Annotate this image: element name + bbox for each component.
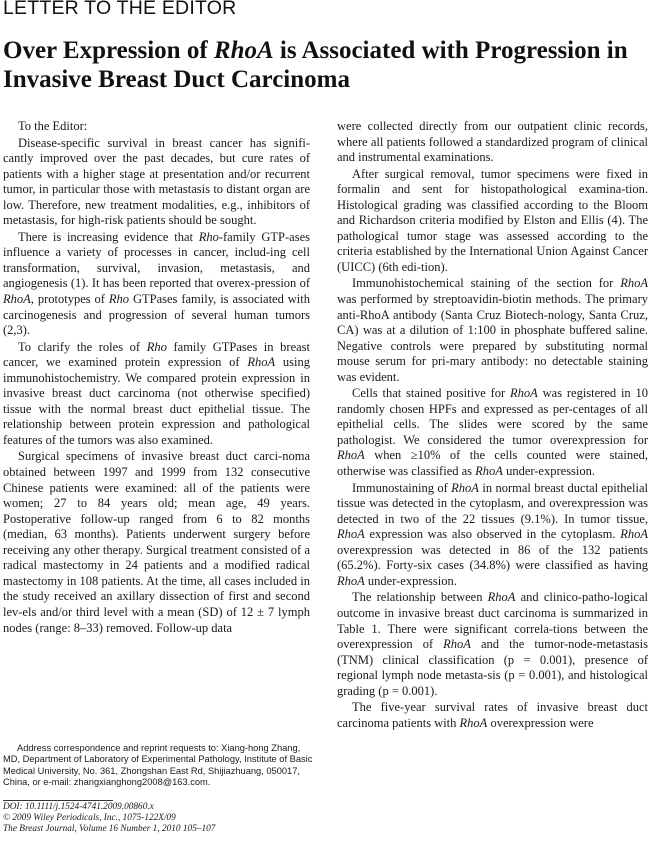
- paragraph: Immunostaining of RhoA in normal breast ductal epithelial tissue was detected in the cytoplasm, and overexpression was detected in two of the 22 tissues (9.1%). In tumor tissue, RhoA expression was also observed in the cytoplasm. RhoA overexpression was detected in 86 of the 132 patients (65.2%). Forty-six cases (34.8%) were classified as having RhoA under-expression.: [337, 480, 648, 588]
- paragraph-continuation: were collected directly from our outpatient clinic records, where all patients followed a standardized program of clinical and instrumental examinations.: [337, 119, 648, 165]
- article-title: Over Expression of RhoA is Associated with Progression in Invasive Breast Duct Carcinoma: [3, 37, 628, 93]
- paragraph: Immunohistochemical staining of the section for RhoA was performed by streptoavidin-biotin methods. The primary anti-RhoA antibody (Santa Cruz Biotech-nology, Santa Cruz, CA) was at a dilution of 1:100 in phosphate buffered saline. Negative controls were prepared by substituting normal mouse serum for pri-mary antibody: no detectable staining was evident.: [337, 276, 648, 384]
- salutation: To the Editor:: [18, 119, 88, 133]
- paragraph: To clarify the roles of Rho family GTPases in breast cancer, we examined protein expression of RhoA using immunohistochemistry. We compared protein expression in invasive breast duct carcinoma (not otherwise specified) tissue with the normal breast duct epithelial tissue. The relationship between protein expression and pathological features of the tumors was also examined.: [3, 339, 310, 447]
- doi: DOI: 10.1111/j.1524-4741.2009.00860.x: [3, 802, 154, 812]
- paragraph: Surgical specimens of invasive breast duct carci-noma obtained between 1997 and 1999 from 132 consecutive Chinese patients were examined: all of the patients were women; 27 to 84 years old; mean age, 49 years. Postoperative follow-up ranged from 6 to 82 months (median, 63 months). Patients underwent surgery before receiving any other therapy. Surgical treatment consisted of a radical mastectomy in 24 patients and a modified radical mastectomy in 108 patients. At the time, all cases included in the study received an axillary dissection of first and second lev-els and/or third level with a mean (SD) of 12 ± 7 lymph nodes (range: 8–33) removed. Follow-up data: [3, 449, 310, 635]
- paragraph: Disease-specific survival in breast cancer has signifi-cantly improved over the past decades, but cure rates of patients with a higher stage at presentation and/or recurrent tumor, in particular those with metastasis to distant organ are low. Therefore, new treatment modalities, e.g., inhibitors of metastasis, for high-risk patients should be sought.: [3, 135, 310, 228]
- paragraph: The relationship between RhoA and clinico-patho-logical outcome in invasive breast duct carcinoma is summarized in Table 1. There were significant correla-tions between the overexpression of RhoA and the tumor-node-metastasis (TNM) clinical classification (p = 0.001), presence of regional lymph node metasta-sis (p = 0.001), and histological grading (p = 0.001).: [337, 590, 648, 698]
- paragraph: After surgical removal, tumor specimens were fixed in formalin and sent for histopathological examina-tion. Histological grading was classified according to the Bloom and Richardson criteria modified by Elston and Ellis (4). The pathological tumor stage was assessed according to the criteria established by the International Union Against Cancer (UICC) (6th edi-tion).: [337, 166, 648, 274]
- right-column: [337, 119, 648, 732]
- left-column: [3, 119, 310, 637]
- publication-meta: [3, 802, 333, 836]
- correspondence-footnote: Address correspondence and reprint requests to: Xiang-hong Zhang, MD, Department of Laboratory of Experimental Pathology, Institute of Basic Medical University, No. 361, Zhongshan East Rd, Shijiazhuang, 050017, China, or e-mail: zhangxianghong2008@163.com.: [3, 743, 313, 788]
- copyright: © 2009 Wiley Periodicals, Inc., 1075-122X/09: [3, 813, 176, 824]
- section-label: LETTER TO THE EDITOR: [3, 0, 237, 19]
- paragraph: The five-year survival rates of invasive breast duct carcinoma patients with RhoA overexpression were: [337, 700, 648, 730]
- paragraph: There is increasing evidence that Rho-family GTP-ases influence a variety of processes in cancer, includ-ing cell transformation, survival, invasion, metastasis, and angiogenesis (1). It has been reported that overex-pression of RhoA, prototypes of Rho GTPases family, is associated with carcinogenesis and progression of several human tumors (2,3).: [3, 229, 310, 338]
- journal-citation: The Breast Journal, Volume 16 Number 1, 2010 105–107: [3, 824, 216, 835]
- paragraph: Cells that stained positive for RhoA was registered in 10 randomly chosen HPFs and expressed as per-centages of all epithelial cells. The slides were scored by the same pathologist. We considered the tumor overexpression for RhoA when ≥10% of the cells counted were stained, otherwise was classified as RhoA under-expression.: [337, 386, 648, 479]
- footer-rule: [3, 800, 113, 801]
